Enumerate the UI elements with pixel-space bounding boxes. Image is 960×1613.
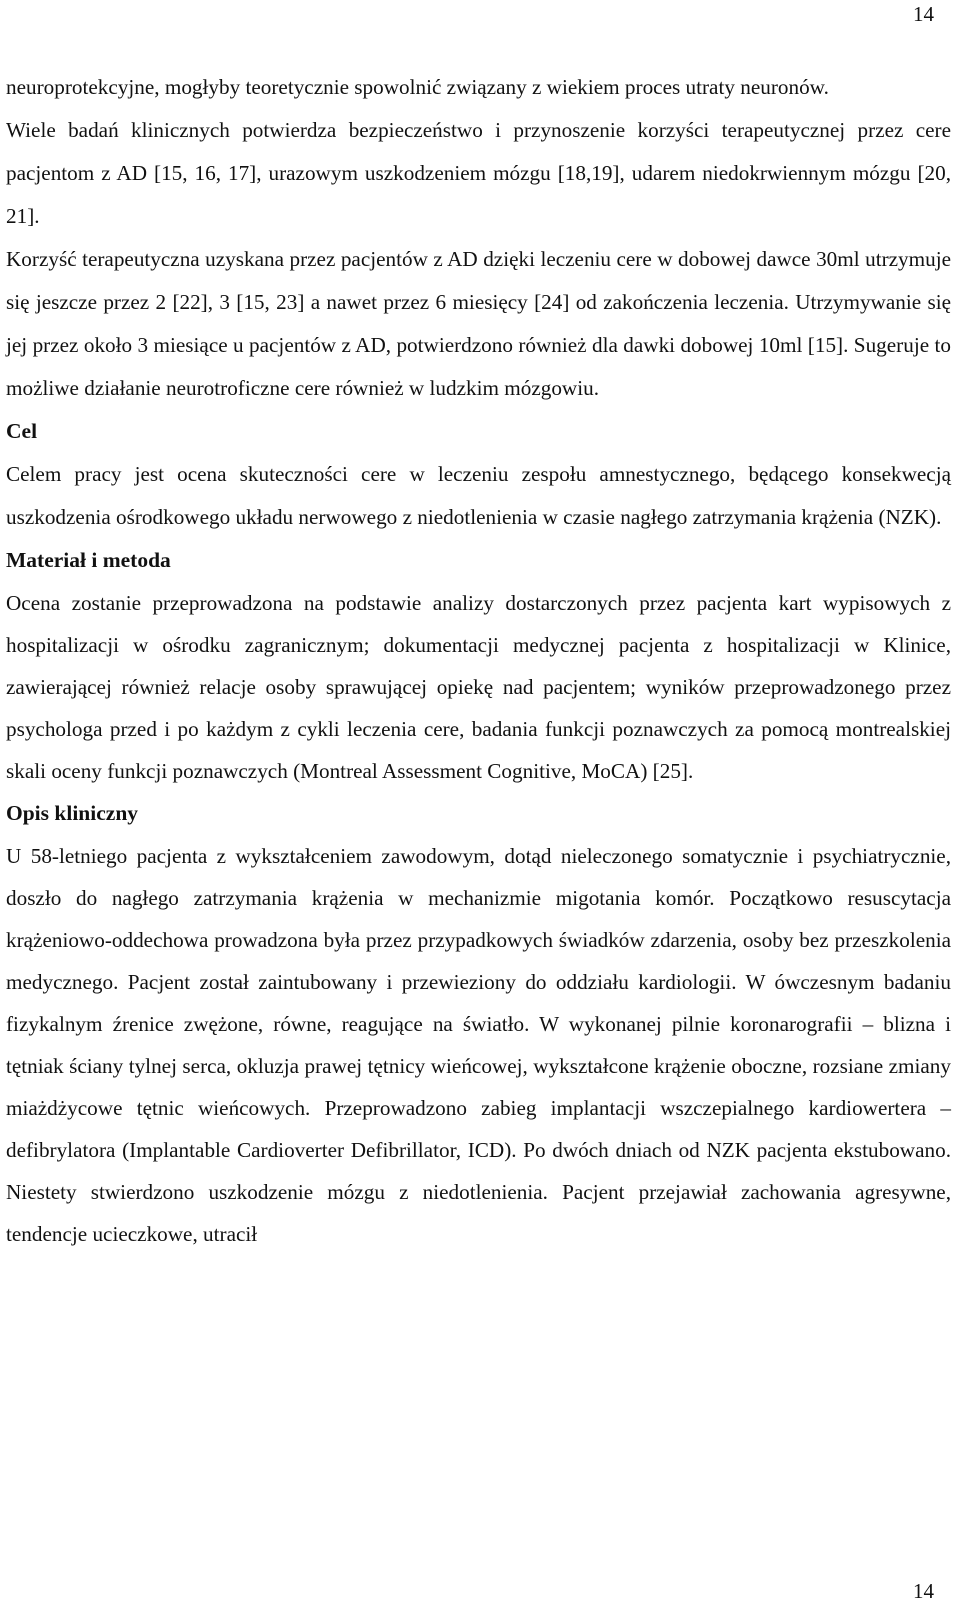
heading-material-i-metoda: Materiał i metoda <box>6 548 171 572</box>
page-number-top: 14 <box>913 2 934 26</box>
paragraph-intro-continuation: neuroprotekcyjne, mogłyby teoretycznie spowolnić związany z wiekiem proces utraty neuronów. <box>6 75 829 99</box>
page-number-bottom: 14 <box>913 1579 934 1603</box>
paragraph-clinical-studies: Wiele badań klinicznych potwierdza bezpieczeństwo i przynoszenie korzyści terapeutycznej przez cere pacjentom z AD [15, 16, 17], urazowym uszkodzeniem mózgu [18,19], udarem niedokrwiennym mózgu [20, 21]. <box>6 118 951 228</box>
heading-opis-kliniczny: Opis kliniczny <box>6 801 139 825</box>
document-body <box>6 66 951 1255</box>
paragraph-aim: Celem pracy jest ocena skuteczności cere w leczeniu zespołu amnestycznego, będącego konsekwecją uszkodzenia ośrodkowego układu nerwowego z niedotlenienia w czasie nagłego zatrzymania krążenia (NZK). <box>6 462 951 529</box>
paragraph-therapeutic-benefit: Korzyść terapeutyczna uzyskana przez pacjentów z AD dzięki leczeniu cere w dobowej dawce 30ml utrzymuje się jeszcze przez 2 [22], 3 [15, 23] a nawet przez 6 miesięcy [24] od zakończenia leczenia. Utrzymywanie się jej przez około 3 miesiące u pacjentów z AD, potwierdzono również dla dawki dobowej 10ml [15]. Sugeruje to możliwe działanie neurotroficzne cere również w ludzkim mózgowiu. <box>6 247 951 400</box>
paragraph-clinical-description: U 58-letniego pacjenta z wykształceniem zawodowym, dotąd nieleczonego somatycznie i psychiatrycznie, doszło do nagłego zatrzymania krążenia w mechanizmie migotania komór. Początkowo resuscytacja krążeniowo-oddechowa prowadzona była przez przypadkowych świadków zdarzenia, osoby bez przeszkolenia medycznego. Pacjent został zaintubowany i przewieziony do oddziału kardiologii. W ówczesnym badaniu fizykalnym źrenice zwężone, równe, reagujące na światło. W wykonanej pilnie koronarografii – blizna i tętniak ściany tylnej serca, okluzja prawej tętnicy wieńcowej, wykształcone krążenie oboczne, rozsiane zmiany miażdżycowe tętnic wieńcowych. Przeprowadzono zabieg implantacji wszczepialnego kardiowertera – defibrylatora (Implantable Cardioverter Defibrillator, ICD). Po dwóch dniach od NZK pacjenta ekstubowano. Niestety stwierdzono uszkodzenie mózgu z niedotlenienia. Pacjent przejawiał zachowania agresywne, tendencje ucieczkowe, utracił <box>6 844 951 1246</box>
heading-cel: Cel <box>6 419 38 443</box>
paragraph-methods: Ocena zostanie przeprowadzona na podstawie analizy dostarczonych przez pacjenta kart wypisowych z hospitalizacji w ośrodku zagranicznym; dokumentacji medycznej pacjenta z hospitalizacji w Klinice, zawierającej również relacje osoby sprawującej opiekę nad pacjentem; wyników przeprowadzonego przez psychologa przed i po każdym z cykli leczenia cere, badania funkcji poznawczych za pomocą montrealskiej skali oceny funkcji poznawczych (Montreal Assessment Cognitive, MoCA) [25]. <box>6 591 951 783</box>
